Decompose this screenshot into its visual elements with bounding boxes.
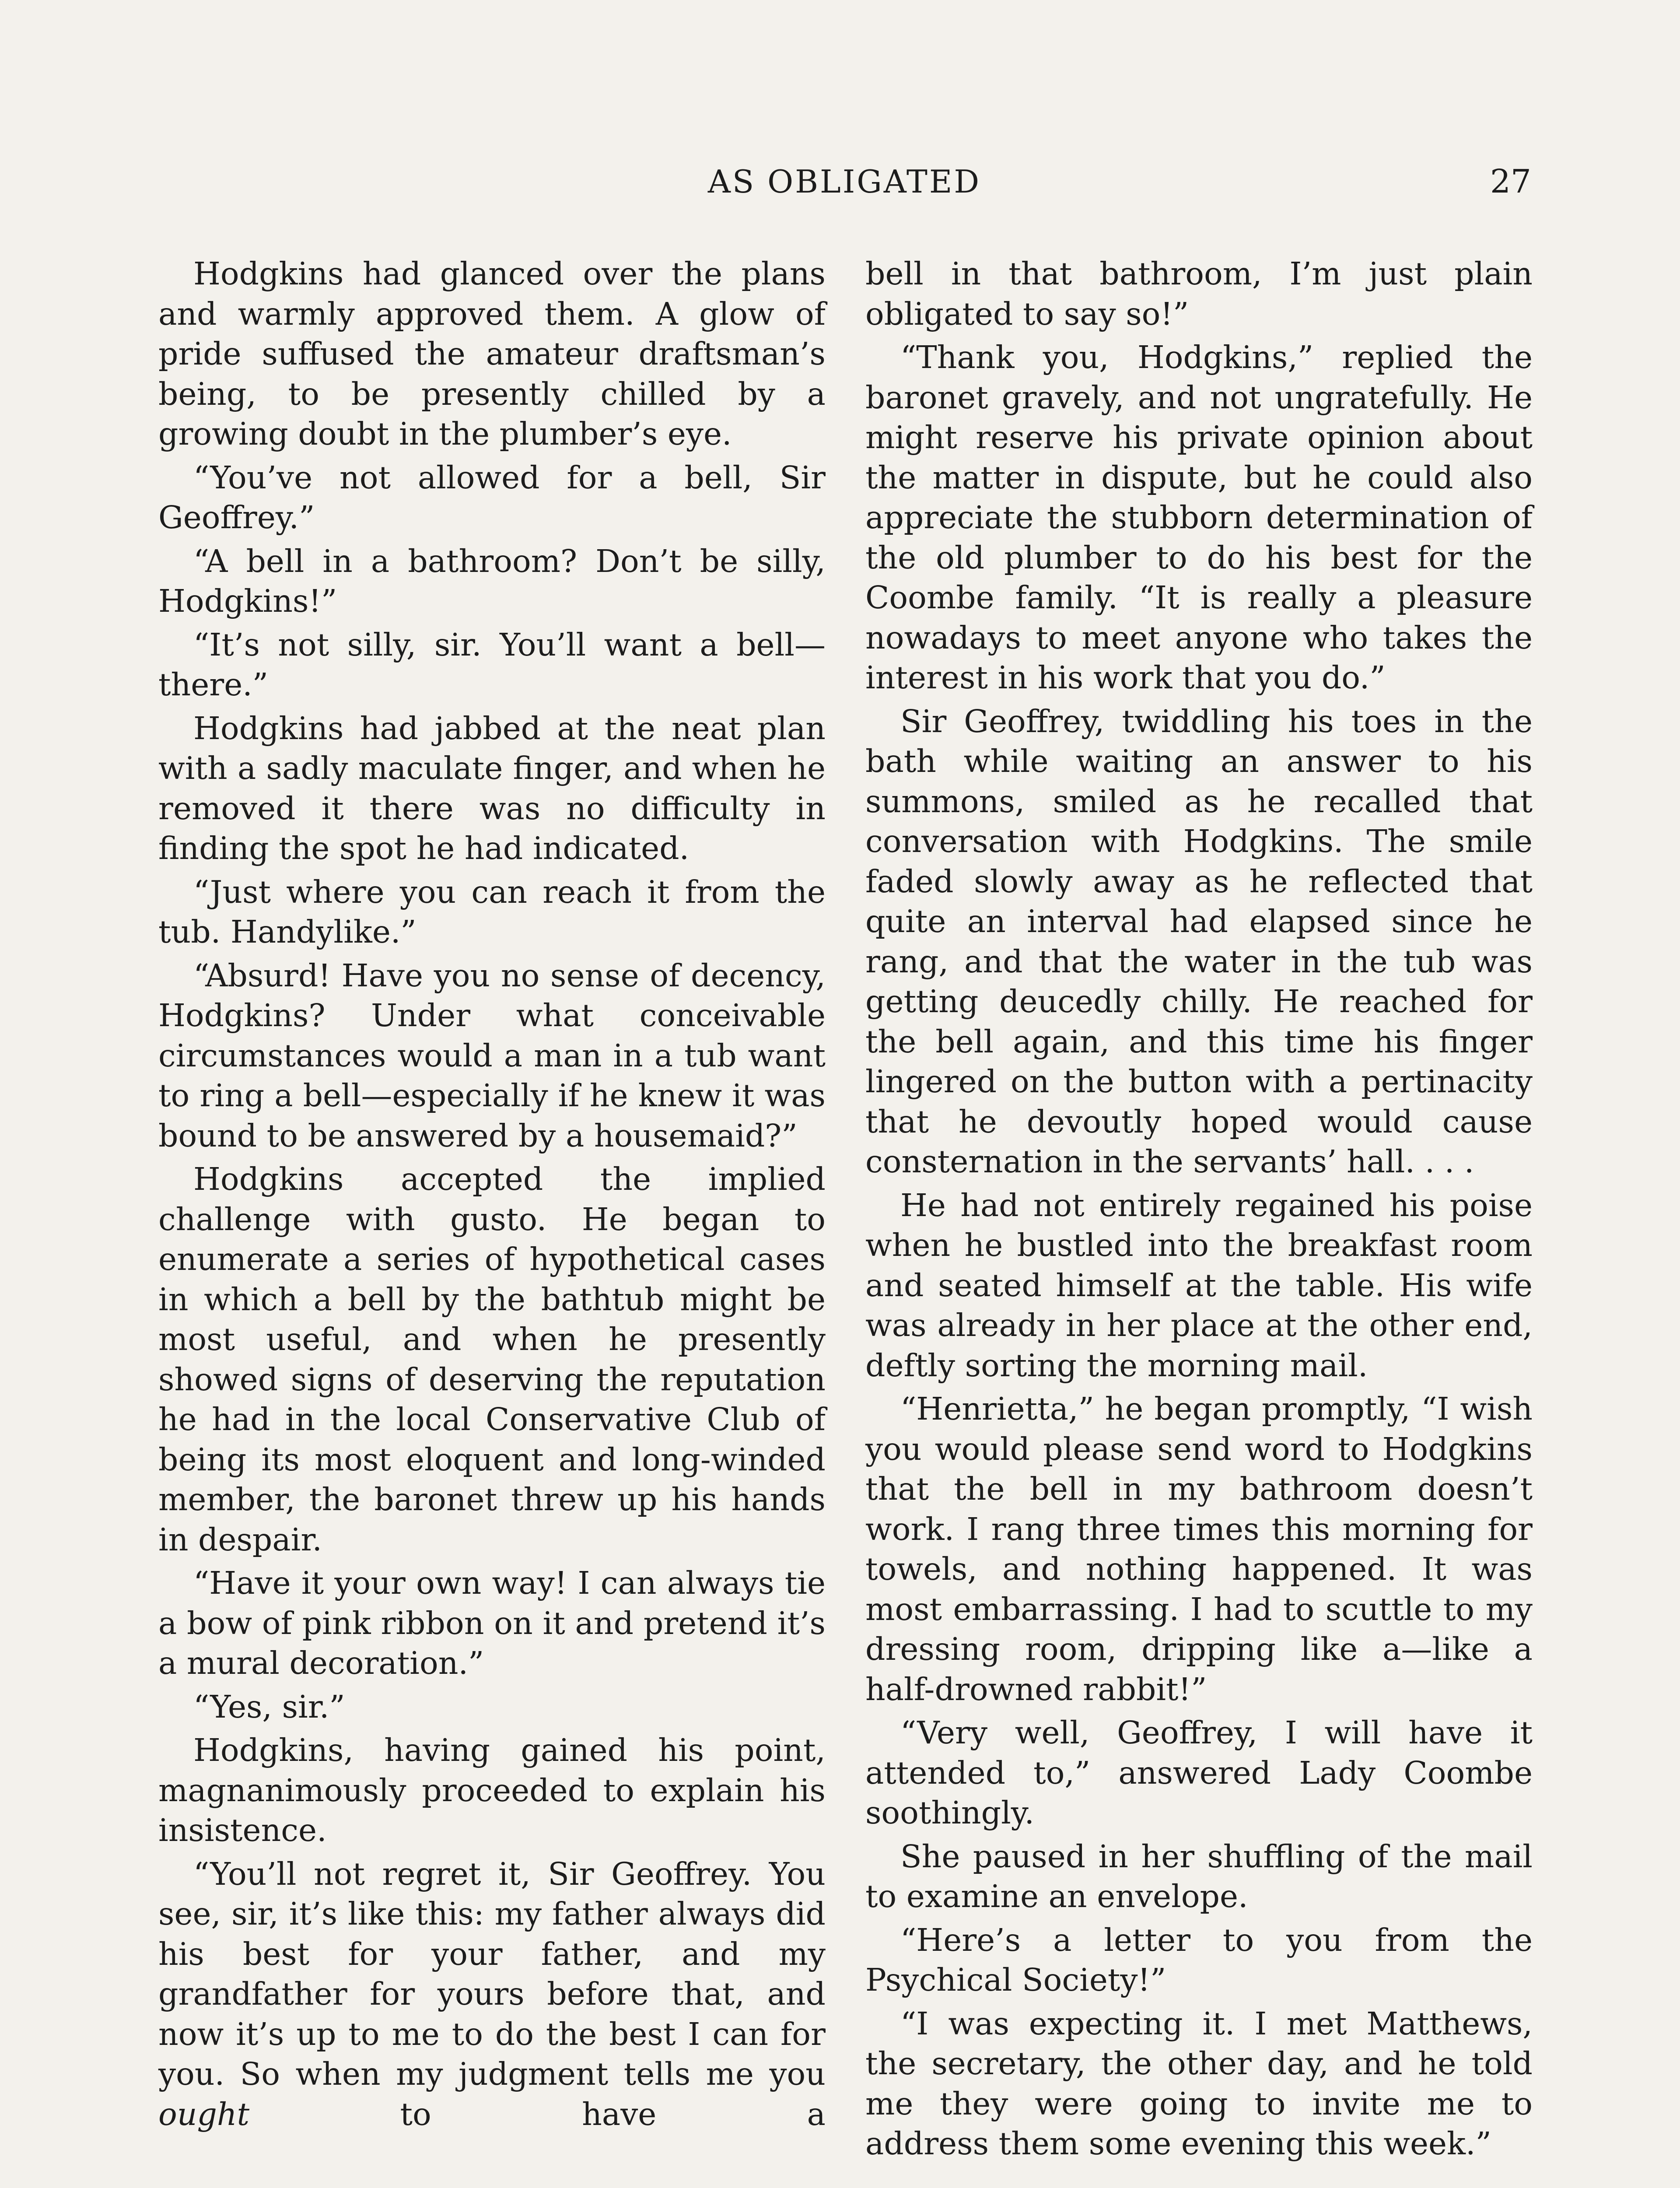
paragraph: “Here’s a letter to you from the Psychical Society!” bbox=[865, 1922, 1533, 1998]
paragraph: “A bell in a bathroom? Don’t be silly, Hodgkins!” bbox=[158, 543, 826, 619]
paragraph: “Thank you, Hodgkins,” replied the baronet gravely, and not ungratefully. He might reserve his private opinion about the matter in dispute, but he could also appreciate the stubborn determination of the old plumber to do his best for the Coombe family. “It is really a pleasure nowadays to meet anyone who takes the interest in his work that you do.” bbox=[865, 339, 1533, 696]
paragraph: “Have it your own way! I can always tie a bow of pink ribbon on it and pretend it’s a mural decoration.” bbox=[158, 1565, 826, 1681]
running-title: AS OBLIGATED bbox=[707, 163, 981, 200]
paragraph: “Just where you can reach it from the tub. Handylike.” bbox=[158, 873, 826, 950]
running-header bbox=[158, 160, 1531, 203]
paragraph-continues bbox=[158, 1854, 826, 2135]
paragraph: Hodgkins had jabbed at the neat plan with a sadly maculate finger, and when he removed it there was no difficulty in finding the spot he had indicated. bbox=[158, 710, 826, 866]
paragraph: “I was expecting it. I met Matthews, the secretary, the other day, and he told me they were going to invite me to address them some evening this week.” bbox=[865, 2005, 1533, 2162]
paragraph: Sir Geoffrey, twiddling his toes in the bath while waiting an answer to his summons, smiled as he recalled that conversation with Hodgkins. The smile faded slowly away as he reflected that quite an interval had elapsed since he rang, and that the water in the tub was getting deucedly chilly. He reached for the bell again, and this time his finger lingered on the button with a pertinacity that he devoutly hoped would cause consternation in the servants’ hall. . . . bbox=[865, 703, 1533, 1180]
page-number: 27 bbox=[1490, 163, 1531, 200]
paragraph: “It’s not silly, sir. You’ll want a bell—there.” bbox=[158, 626, 826, 703]
paragraph: “You’ve not allowed for a bell, Sir Geoffrey.” bbox=[158, 459, 826, 536]
paragraph-text: to have a bbox=[249, 2096, 826, 2132]
paragraph: Hodgkins accepted the implied challenge with gusto. He began to enumerate a series of hypothetical cases in which a bell by the bathtub might be most useful, and when he presently showed signs of deserving the reputation he had in the local Conservative Club of being its most eloquent and long-winded member, the baronet threw up his hands in despair. bbox=[158, 1161, 826, 1558]
paragraph: She paused in her shuffling of the mail to examine an envelope. bbox=[865, 1838, 1533, 1914]
left-column bbox=[158, 254, 826, 2138]
paragraph: “Yes, sir.” bbox=[193, 1688, 345, 1725]
paragraph: He had not entirely regained his poise when he bustled into the breakfast room and seated himself at the table. His wife was already in her place at the other end, deftly sorting the morning mail. bbox=[865, 1187, 1533, 1384]
paragraph: “Very well, Geoffrey, I will have it attended to,” answered Lady Coombe soothingly. bbox=[865, 1715, 1533, 1831]
right-column bbox=[865, 254, 1533, 2167]
emphasis-text: ought bbox=[158, 2096, 250, 2132]
paragraph: “Absurd! Have you no sense of decency, Hodgkins? Under what conceivable circumstances would a man in a tub want to ring a bell—especially if he knew it was bound to be answered by a housemaid?” bbox=[158, 957, 826, 1154]
paragraph: “Henrietta,” he began promptly, “I wish you would please send word to Hodgkins that the bell in my bathroom doesn’t work. I rang three times this morning for towels, and nothing happened. It was most embarrassing. I had to scuttle to my dressing room, dripping like a—like a half-drowned rabbit!” bbox=[865, 1391, 1533, 1708]
paragraph-continued: bell in that bathroom, I’m just plain obligated to say so!” bbox=[865, 256, 1533, 332]
paragraph-text: “You’ll not regret it, Sir Geoffrey. You see, sir, it’s like this: my father always did his best for your father, and my grandfather for yours before that, and now it’s up to me to do the best I can for you. So when my judgment tells me you bbox=[158, 1855, 826, 2092]
paragraph: Hodgkins, having gained his point, magnanimously proceeded to explain his insistence. bbox=[158, 1732, 826, 1848]
paragraph: Hodgkins had glanced over the plans and warmly approved them. A glow of pride suffused the amateur draftsman’s being, to be presently chilled by a growing doubt in the plumber’s eye. bbox=[158, 256, 826, 452]
